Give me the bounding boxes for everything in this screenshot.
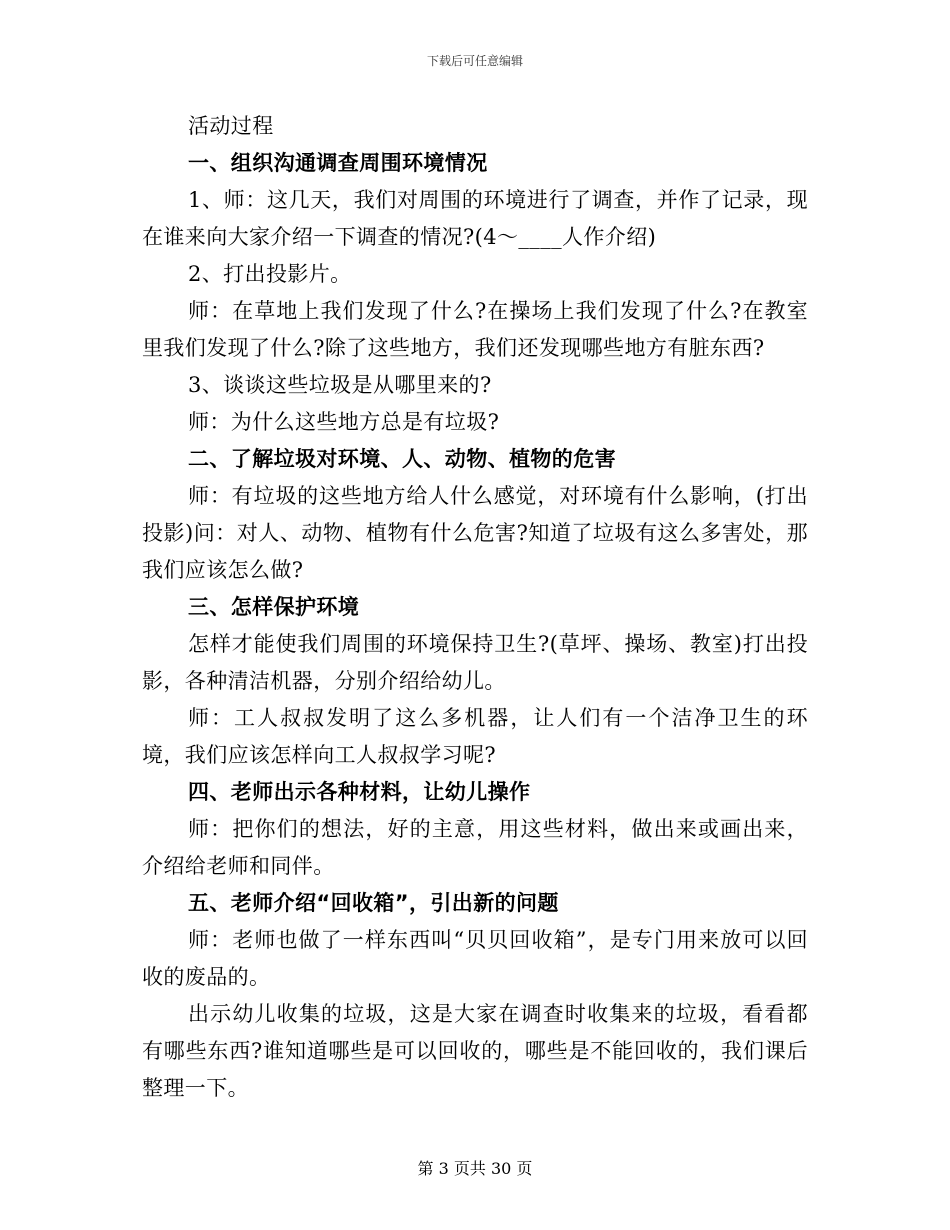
paragraph-teacher-questions: 师：在草地上我们发现了什么?在操场上我们发现了什么?在教室里我们发现了什么?除了这些地方，我们还发现哪些地方有脏东西? [142,299,808,360]
section-heading-3: 三、怎样保护环境 [188,595,360,619]
paragraph-workers: 师：工人叔叔发明了这么多机器，让人们有一个洁净卫生的环境，我们应该怎样向工人叔叔学习呢? [142,706,808,767]
paragraph-item-3: 3、谈谈这些垃圾是从哪里来的? [188,373,492,397]
section-heading-2: 二、了解垃圾对环境、人、动物、植物的危害 [188,447,616,471]
section-heading-4: 四、老师出示各种材料，让幼儿操作 [188,780,531,804]
paragraph-item-2: 2、打出投影片。 [188,262,352,286]
paragraph-recycle-box: 师：老师也做了一样东西叫“贝贝回收箱”，是专门用来放可以回收的废品的。 [142,928,808,989]
paragraph-teacher-why: 师：为什么这些地方总是有垃圾? [188,410,500,434]
paragraph-keep-clean: 怎样才能使我们周围的环境保持卫生?(草坪、操场、教室)打出投影，各种清洁机器，分别介绍给幼儿。 [142,632,808,693]
paragraph-harm: 师：有垃圾的这些地方给人什么感觉，对环境有什么影响，(打出投影)问：对人、动物、植物有什么危害?知道了垃圾有这么多害处，那我们应该怎么做? [142,484,808,582]
paragraph-activity-process: 活动过程 [188,114,274,138]
document-body [142,108,808,1107]
page-header: 下载后可任意编辑 [426,54,523,68]
paragraph-collected-garbage: 出示幼儿收集的垃圾，这是大家在调查时收集来的垃圾，看看都有哪些东西?谁知道哪些是可以回收的，哪些是不能回收的，我们课后整理一下。 [142,1002,808,1100]
section-heading-5: 五、老师介绍“回收箱”，引出新的问题 [188,891,559,915]
page-footer: 第 3 页共 30 页 [417,1159,533,1178]
section-heading-1: 一、组织沟通调查周围环境情况 [188,151,488,175]
paragraph-item-1: 1、师：这几天，我们对周围的环境进行了调查，并作了记录，现在谁来向大家介绍一下调查的情况?(4～____人作介绍) [142,188,808,249]
paragraph-materials: 师：把你们的想法，好的主意，用这些材料，做出来或画出来，介绍给老师和同伴。 [142,817,808,878]
